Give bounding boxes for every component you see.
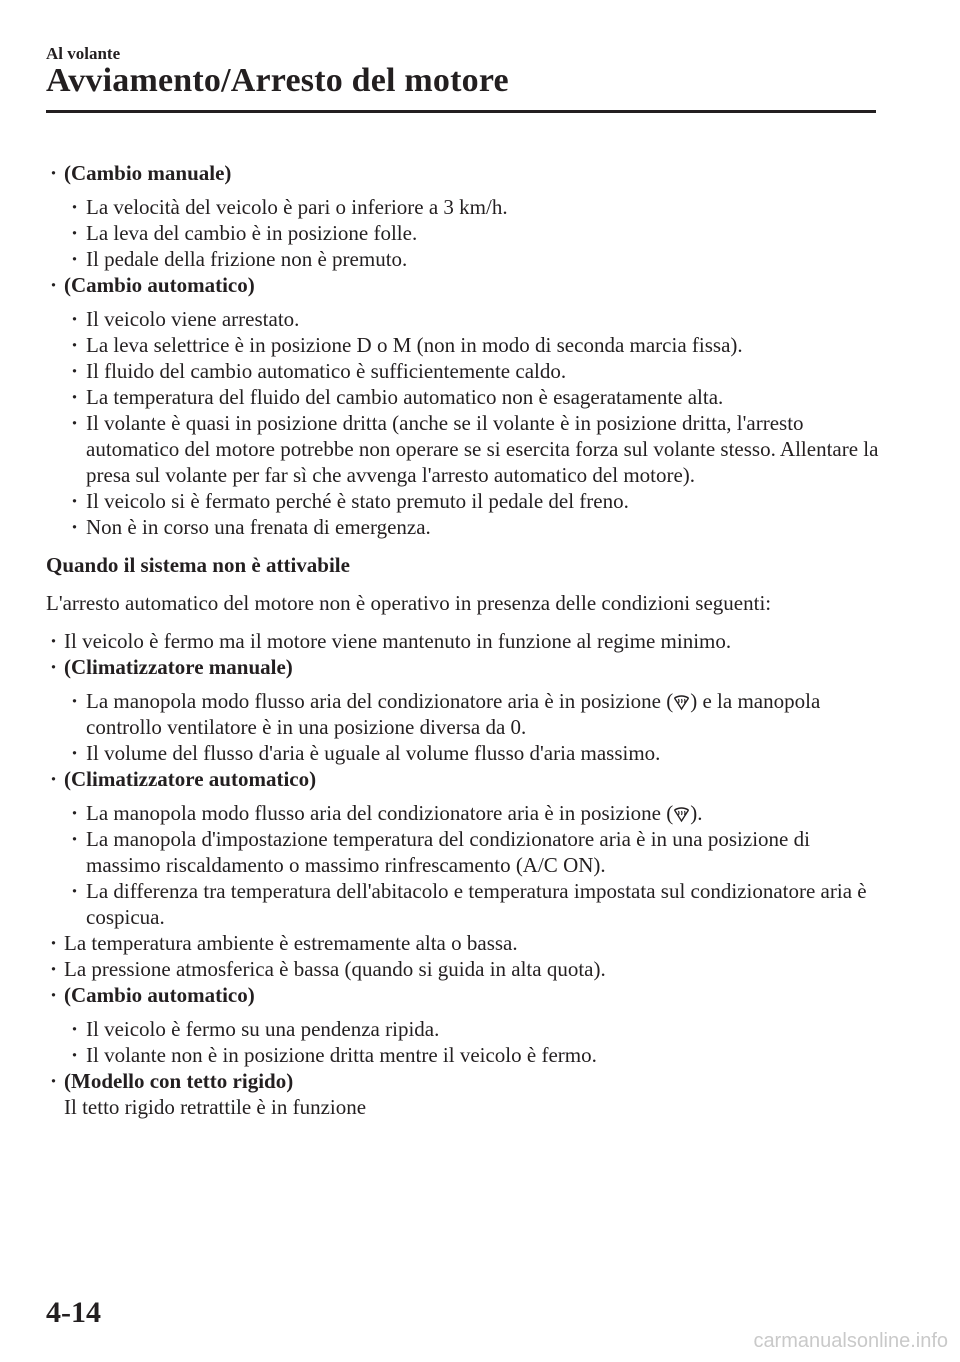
list-item: · La differenza tra temperatura dell'abitacolo e temperatura impostata sul condizionatore aria è cospicua. <box>71 879 867 929</box>
list-item: · La manopola modo flusso aria del condizionatore aria è in posizione ( ) e la manopola controllo ventilatore è in una posizione diversa da 0. <box>71 689 821 739</box>
bullet-dot: · <box>50 161 58 185</box>
hardtop-label: (Modello con tetto rigido) <box>64 1069 294 1093</box>
list-item: · Il veicolo è fermo ma il motore viene mantenuto in funzione al regime minimo. <box>50 629 732 653</box>
windshield-defroster-icon <box>673 693 690 711</box>
auto-ac-label: (Climatizzatore automatico) <box>64 767 317 791</box>
page-content <box>46 160 886 1120</box>
list-item: · Il fluido del cambio automatico è sufficientemente caldo. <box>71 359 567 383</box>
list-item: · La leva selettrice è in posizione D o M (non in modo di seconda marcia fissa). <box>71 333 743 357</box>
manual-transmission-label: (Cambio manuale) <box>64 161 232 185</box>
list-item: · La velocità del veicolo è pari o inferiore a 3 km/h. <box>71 195 508 219</box>
list-item: · Il volante non è in posizione dritta mentre il veicolo è fermo. <box>71 1043 597 1067</box>
manual-ac-label: (Climatizzatore manuale) <box>64 655 293 679</box>
list-item: · Il veicolo si è fermato perché è stato premuto il pedale del freno. <box>71 489 629 513</box>
list-item: · (Cambio automatico) <box>50 983 255 1007</box>
automatic-transmission-label: (Cambio automatico) <box>64 983 255 1007</box>
page-number: 4-14 <box>46 1296 101 1329</box>
list-item: · Non è in corso una frenata di emergenza. <box>71 515 431 539</box>
list-item: · Il pedale della frizione non è premuto. <box>71 247 408 271</box>
section-label: Al volante <box>46 44 121 63</box>
list-item: · La manopola modo flusso aria del condizionatore aria è in posizione ( ). <box>71 801 703 825</box>
list-item: · Il veicolo è fermo su una pendenza ripida. <box>71 1017 440 1041</box>
list-item <box>46 160 886 186</box>
list-item: · (Climatizzatore automatico) <box>50 767 317 791</box>
automatic-transmission-label: (Cambio automatico) <box>64 273 255 297</box>
windshield-defroster-icon <box>673 805 690 823</box>
list-item: · La temperatura ambiente è estremamente alta o bassa. <box>50 931 518 955</box>
list-item: · (Modello con tetto rigido) <box>50 1069 294 1093</box>
list-item: · La temperatura del fluido del cambio automatico non è esageratamente alta. <box>71 385 724 409</box>
list-item: · (Cambio automatico) <box>50 273 255 297</box>
page-title: Avviamento/Arresto del motore <box>46 62 509 99</box>
list-item: · La manopola d'impostazione temperatura del condizionatore aria è in una posizione di massimo riscaldamento o massimo rinfrescamento (A/C ON). <box>71 827 810 877</box>
section-heading: Quando il sistema non è attivabile <box>46 553 350 577</box>
list-item: · (Climatizzatore manuale) <box>50 655 293 679</box>
list-item: · Il volante è quasi in posizione dritta (anche se il volante è in posizione dritta, l'arresto automatico del motore potrebbe non operare se si esercita forza sul volante stesso. Allentare la presa sul volante per far sì che avvenga l'arresto automatico del motore). <box>71 411 879 487</box>
list-item: · Il veicolo viene arrestato. <box>71 307 300 331</box>
watermark: carmanualsonline.info <box>753 1330 948 1352</box>
intro-paragraph: L'arresto automatico del motore non è operativo in presenza delle condizioni seguenti: <box>46 591 772 615</box>
list-item: · La leva del cambio è in posizione folle. <box>71 221 418 245</box>
list-item: · Il volume del flusso d'aria è uguale al volume flusso d'aria massimo. <box>71 741 661 765</box>
list-item: · La pressione atmosferica è bassa (quando si guida in alta quota). <box>50 957 606 981</box>
hardtop-text: Il tetto rigido retrattile è in funzione <box>64 1095 367 1119</box>
title-divider <box>46 110 876 113</box>
